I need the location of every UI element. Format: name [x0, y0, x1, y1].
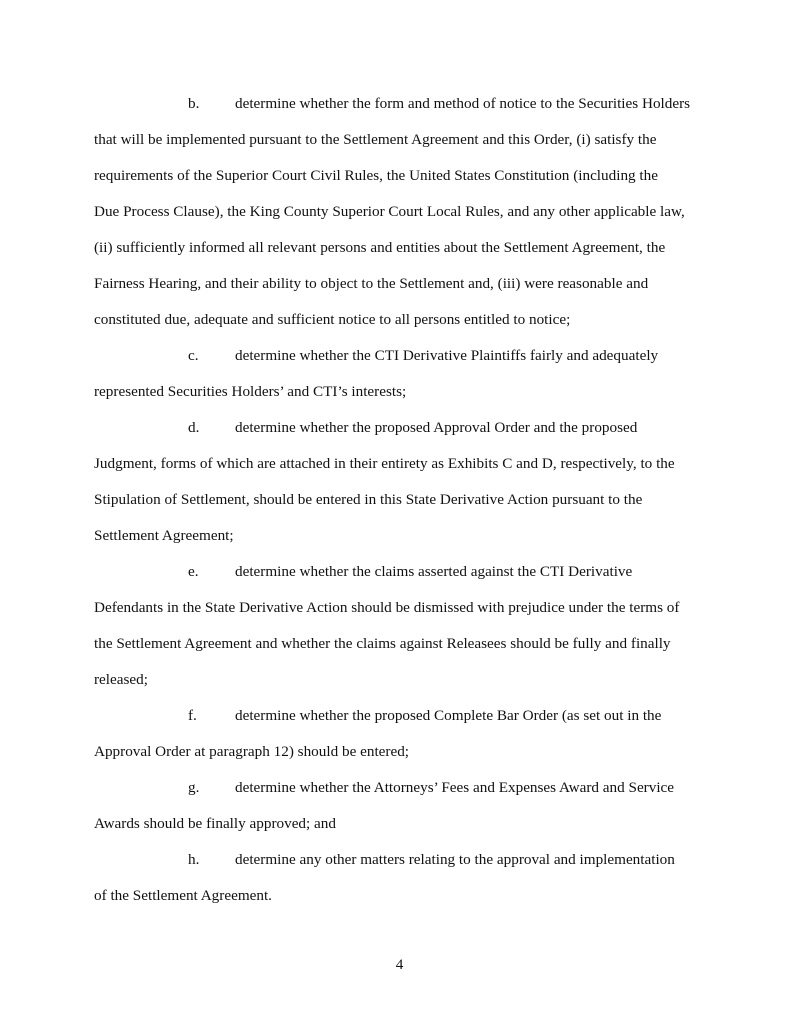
- item-text-line: released;: [94, 671, 148, 688]
- item-text-line: determine whether the proposed Approval Order and the proposed: [235, 419, 638, 436]
- item-label: h.: [188, 851, 200, 868]
- item-label: c.: [188, 347, 199, 364]
- item-text-line: Defendants in the State Derivative Action should be dismissed with prejudice under the terms of: [94, 599, 680, 616]
- item-text-line: Awards should be finally approved; and: [94, 815, 336, 832]
- item-label: d.: [188, 419, 200, 436]
- item-text-line: Stipulation of Settlement, should be entered in this State Derivative Action pursuant to the: [94, 491, 643, 508]
- item-text-line: Fairness Hearing, and their ability to object to the Settlement and, (iii) were reasonable and: [94, 275, 649, 292]
- item-text-line: determine whether the proposed Complete Bar Order (as set out in the: [235, 707, 662, 724]
- item-text-line: determine whether the form and method of notice to the Securities Holders: [235, 95, 691, 112]
- item-text-line: determine whether the claims asserted against the CTI Derivative: [235, 563, 633, 580]
- item-text-line: determine whether the CTI Derivative Plaintiffs fairly and adequately: [235, 347, 659, 364]
- item-text-line: constituted due, adequate and sufficient notice to all persons entitled to notice;: [94, 311, 571, 328]
- item-text-line: of the Settlement Agreement.: [94, 887, 272, 904]
- item-text-line: determine whether the Attorneys’ Fees and Expenses Award and Service: [235, 779, 675, 796]
- page-number: 4: [395, 956, 404, 973]
- item-label: g.: [188, 779, 200, 796]
- item-label: e.: [188, 563, 199, 580]
- item-label: f.: [188, 707, 197, 724]
- item-text-line: requirements of the Superior Court Civil Rules, the United States Constitution (including the: [94, 167, 658, 184]
- item-text-line: (ii) sufficiently informed all relevant persons and entities about the Settlement Agreement, the: [94, 239, 666, 256]
- item-text-line: the Settlement Agreement and whether the claims against Releasees should be fully and finally: [94, 635, 671, 652]
- item-text-line: Due Process Clause), the King County Superior Court Local Rules, and any other applicable law,: [94, 203, 685, 220]
- item-text-line: Approval Order at paragraph 12) should be entered;: [94, 743, 410, 760]
- item-text-line: determine any other matters relating to the approval and implementation: [235, 851, 675, 868]
- item-text-line: that will be implemented pursuant to the Settlement Agreement and this Order, (i) satisfy the: [94, 131, 657, 148]
- item-text-line: represented Securities Holders’ and CTI’s interests;: [94, 383, 407, 400]
- item-label: b.: [188, 95, 200, 112]
- item-text-line: Settlement Agreement;: [94, 527, 234, 544]
- item-text-line: Judgment, forms of which are attached in their entirety as Exhibits C and D, respectively, to the: [94, 455, 675, 472]
